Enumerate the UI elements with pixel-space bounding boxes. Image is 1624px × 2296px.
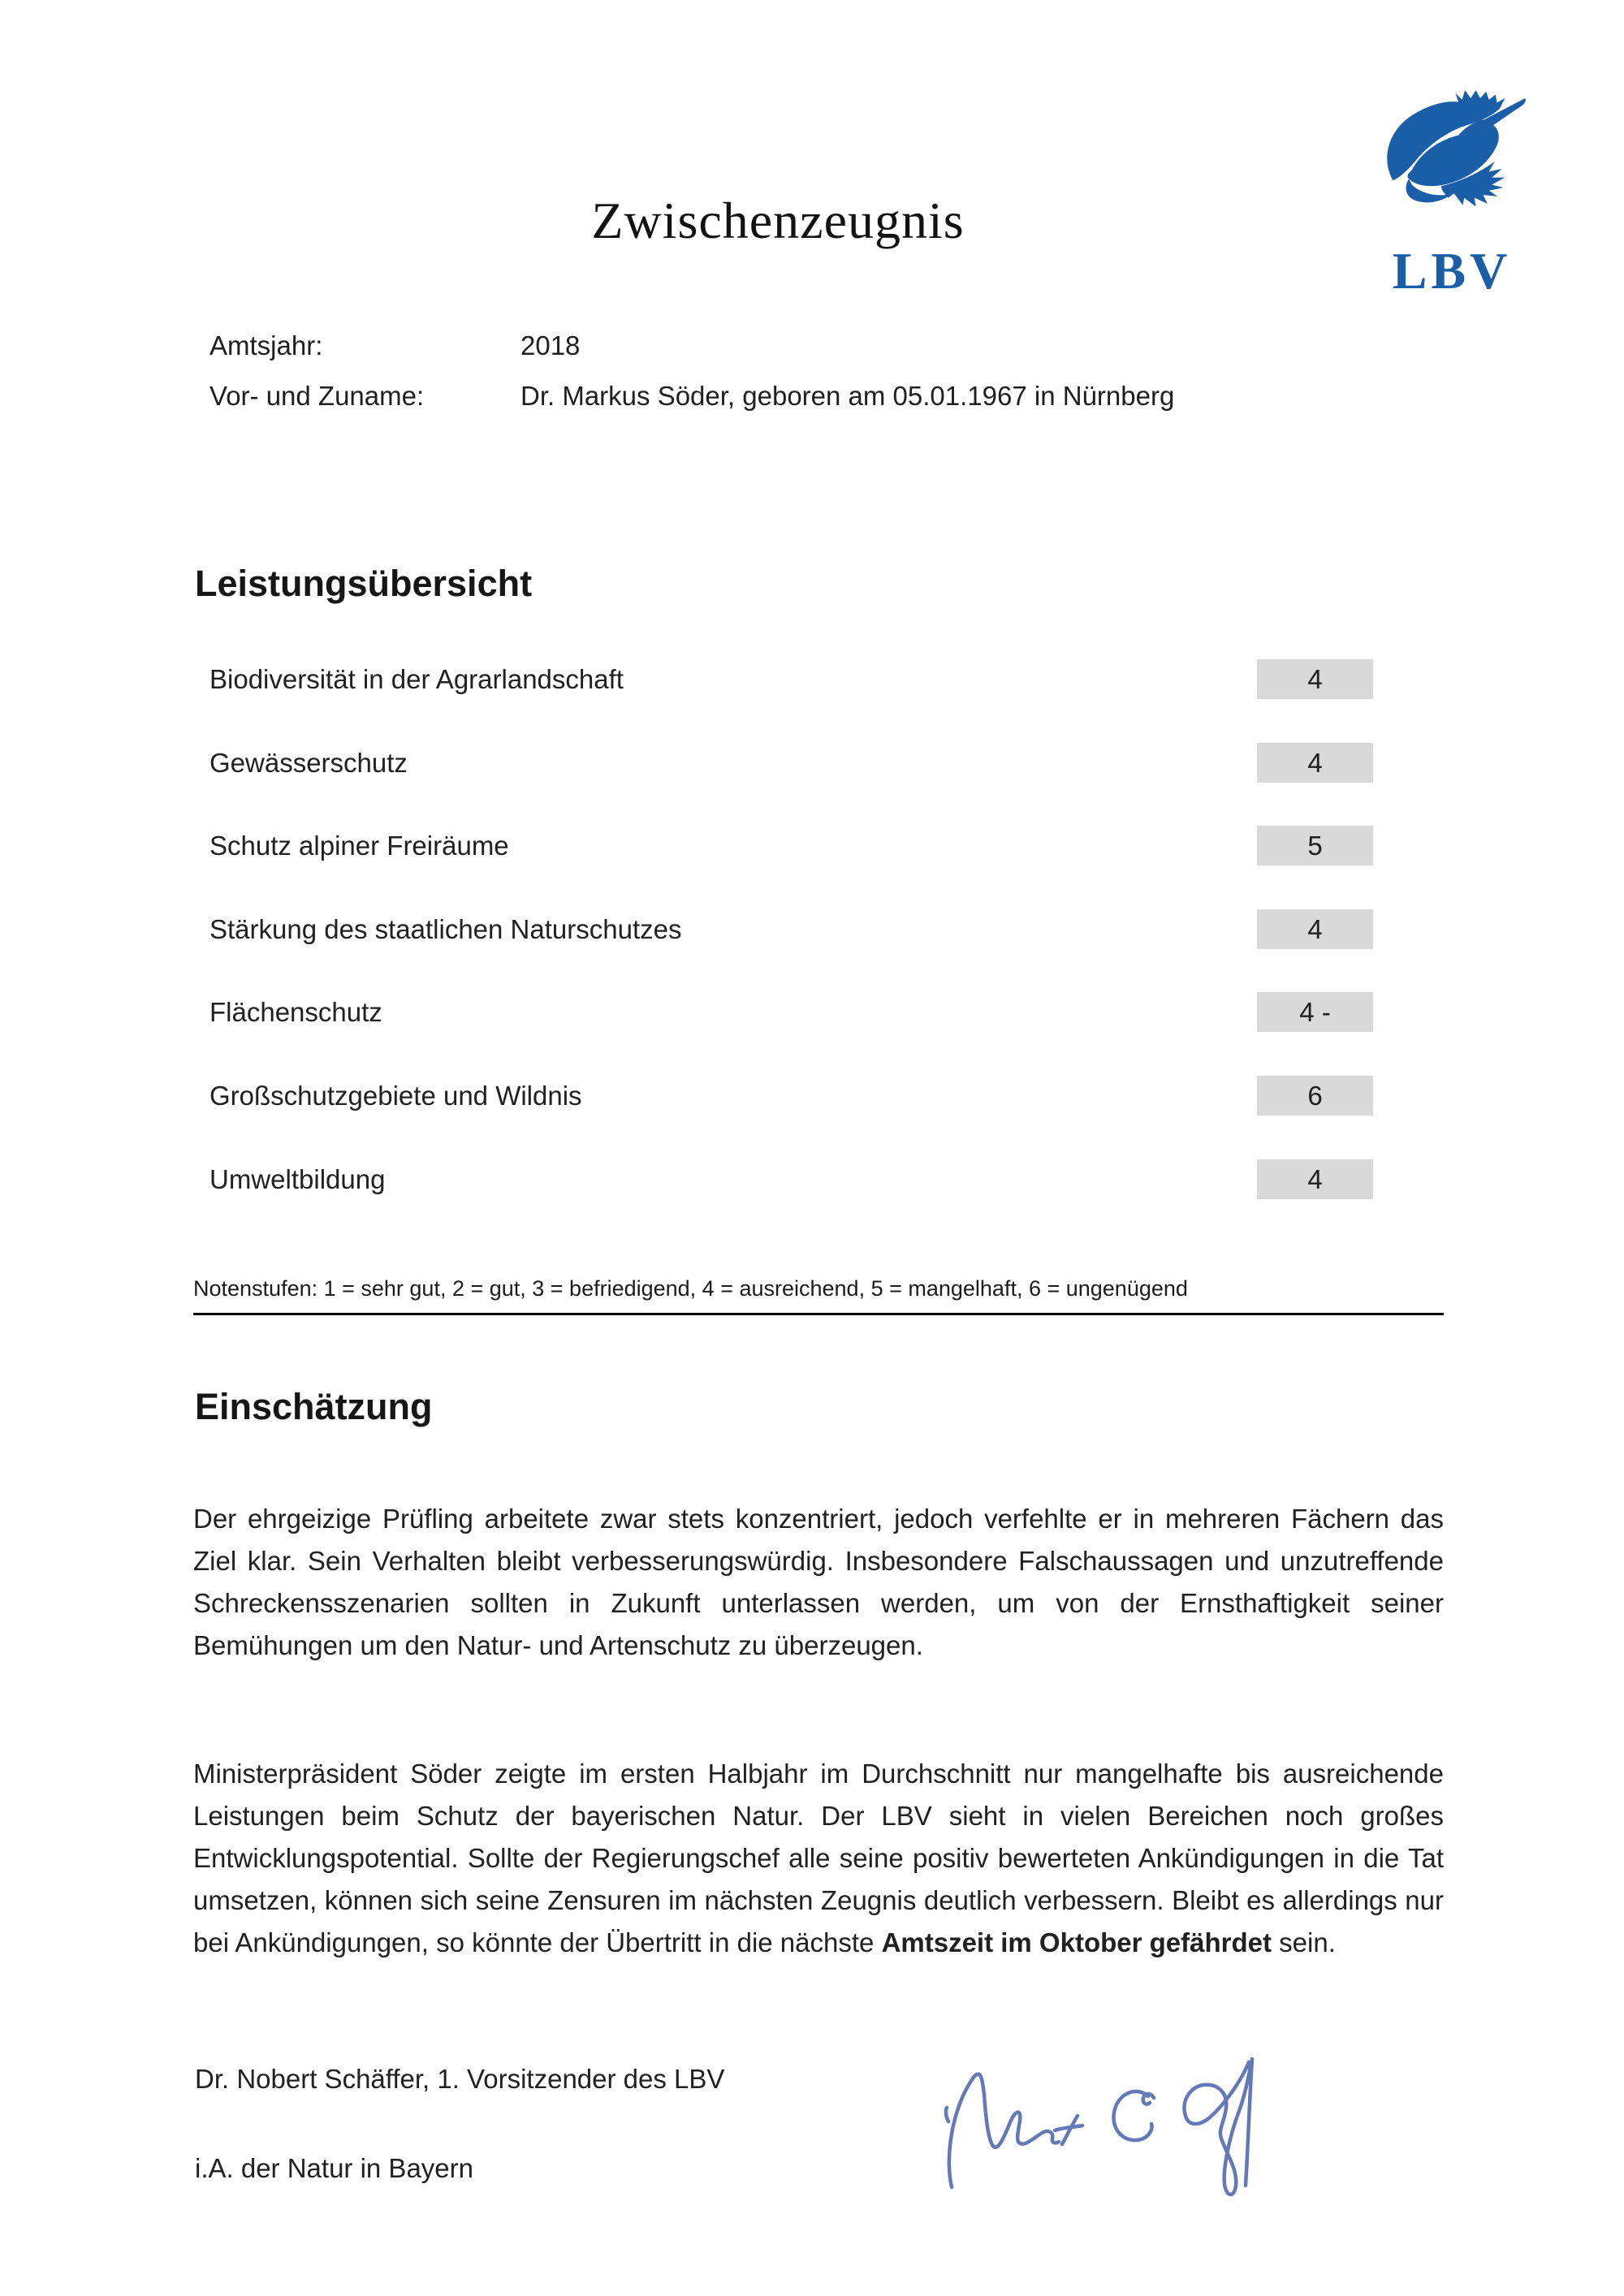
field-row-amtsjahr (209, 328, 1444, 378)
grade-subject: Stärkung des staatlichen Naturschutzes (209, 914, 682, 944)
grade-row (193, 1159, 1444, 1199)
grade-scale-note: Notenstufen: 1 = sehr gut, 2 = gut, 3 = befriedigend, 4 = ausreichend, 5 = mangelhaft, 6 = ungenügend (193, 1276, 1444, 1315)
field-value: 2018 (520, 330, 581, 360)
grade-value-box (1257, 1076, 1373, 1116)
grade-value: 6 (1307, 1080, 1323, 1111)
grades-section-heading: Leistungsübersicht (195, 563, 533, 604)
grade-row (193, 826, 1444, 865)
grade-value: 4 (1307, 747, 1323, 778)
paragraph-2-text-end: sein. (1271, 1927, 1336, 1957)
grade-value: 4 (1307, 663, 1323, 694)
lbv-wordmark: LBV (1392, 242, 1512, 300)
assessment-section-heading: Einschätzung (195, 1386, 433, 1427)
grade-row (193, 992, 1444, 1032)
grade-row (193, 1076, 1444, 1116)
assessment-paragraph-2 (193, 1753, 1444, 1964)
grade-row (193, 743, 1444, 783)
paragraph-2-bold-text: Amtszeit im Oktober gefährdet (881, 1927, 1272, 1957)
handwritten-signature-icon (932, 2048, 1257, 2251)
grade-value: 5 (1307, 830, 1323, 861)
grade-value-box (1257, 659, 1373, 699)
grade-value: 4 (1307, 1163, 1323, 1194)
header-fields (209, 328, 1444, 429)
lbv-logo (1354, 81, 1549, 300)
grade-subject: Großschutzgebiete und Wildnis (209, 1081, 582, 1111)
field-row-name (209, 378, 1444, 429)
assessment-paragraph-1: Der ehrgeizige Prüfling arbeitete zwar stets konzentriert, jedoch verfehlte er in mehreren Fächern das Ziel klar. Sein Verhalten bleibt verbesserungswürdig. Insbesondere Falschaussagen und unzutreffende Schreckensszenarien sollten in Zukunft unterlassen werden, um von der Ernsthaftigkeit seiner Bemühungen um den Natur- und Artenschutz zu überzeugen. (193, 1504, 1444, 1660)
field-label: Vor- und Zuname: (209, 381, 425, 411)
grade-value-box (1257, 909, 1373, 949)
grade-subject: Biodiversität in der Agrarlandschaft (209, 664, 624, 694)
grade-row (193, 659, 1444, 699)
grade-subject: Umweltbildung (209, 1164, 386, 1194)
lbv-bird-icon (1368, 81, 1535, 240)
grade-value-box (1257, 992, 1373, 1032)
grade-subject: Gewässerschutz (209, 748, 408, 778)
grade-value: 4 (1307, 913, 1323, 944)
field-value: Dr. Markus Söder, geboren am 05.01.1967 in Nürnberg (520, 381, 1175, 411)
signatory-role-line: i.A. der Natur in Bayern (195, 2153, 473, 2183)
field-label: Amtsjahr: (209, 330, 323, 360)
grade-subject: Flächenschutz (209, 997, 382, 1027)
grade-value-box (1257, 1159, 1373, 1199)
grade-value: 4 - (1299, 996, 1331, 1027)
paragraph-2-text: Ministerpräsident Söder zeigte im ersten Halbjahr im Durchschnitt nur mangelhafte bis ausreichende Leistungen beim Schutz der bayerischen Natur. Der LBV sieht in vielen Bereichen noch großes Entwicklungspotential. Sollte der Regierungschef alle seine positiv bewerteten Ankündigungen in die Tat umsetzen, können sich seine Zensuren im nächsten Zeugnis deutlich verbessern. Bleibt es allerdings nur bei Ankündigungen, so könnte der Übertritt in die nächste (193, 1759, 1444, 1957)
grade-row (193, 909, 1444, 949)
document-title: Zwischenzeugnis (591, 192, 965, 249)
grade-value-box (1257, 826, 1373, 865)
grade-value-box (1257, 743, 1373, 783)
signatory-name-line: Dr. Nobert Schäffer, 1. Vorsitzender des LBV (195, 2064, 725, 2094)
grade-subject: Schutz alpiner Freiräume (209, 831, 509, 861)
